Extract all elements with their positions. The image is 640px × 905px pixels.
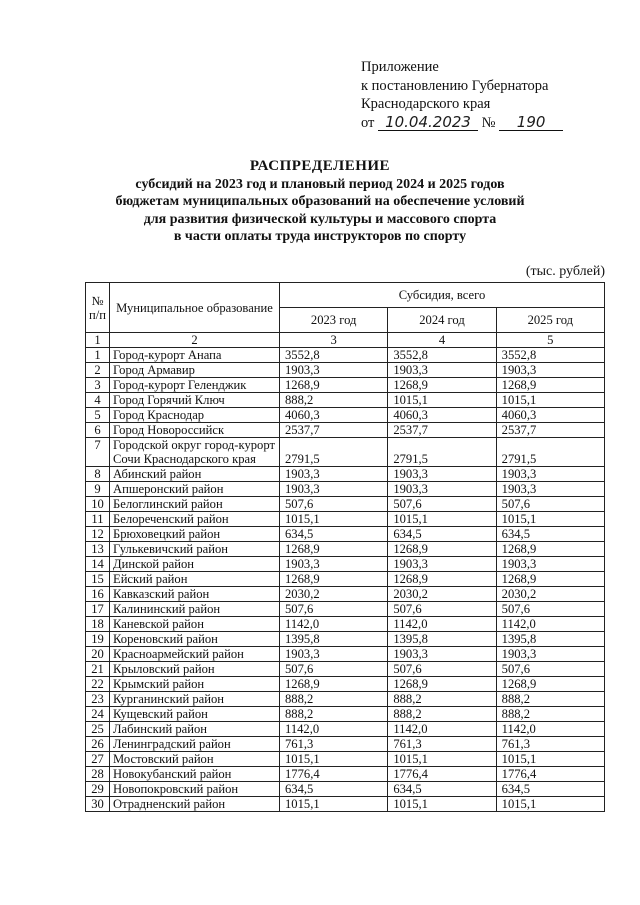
value-2025: 507,6 (496, 497, 604, 512)
municipality-name: Кореновский район (110, 632, 280, 647)
value-2023: 1268,9 (280, 572, 388, 587)
row-number: 17 (86, 602, 110, 617)
row-number: 14 (86, 557, 110, 572)
value-2024: 507,6 (388, 662, 496, 677)
handwritten-number: 190 (499, 114, 563, 131)
table-row (86, 348, 605, 363)
header-2024: 2024 год (388, 308, 496, 333)
appendix-block (361, 58, 563, 132)
value-2023: 3552,8 (280, 348, 388, 363)
municipality-name: Город-курорт Геленджик (110, 378, 280, 393)
header-row-1 (86, 283, 605, 308)
value-2024: 1268,9 (388, 378, 496, 393)
row-number: 10 (86, 497, 110, 512)
value-2024: 1903,3 (388, 482, 496, 497)
header-subsidy: Субсидия, всего (280, 283, 605, 308)
value-2023: 1903,3 (280, 482, 388, 497)
value-2023: 634,5 (280, 782, 388, 797)
value-2024: 507,6 (388, 497, 496, 512)
value-2025: 1015,1 (496, 752, 604, 767)
value-2024: 1268,9 (388, 677, 496, 692)
row-number: 24 (86, 707, 110, 722)
value-2025: 507,6 (496, 662, 604, 677)
value-2025: 1903,3 (496, 482, 604, 497)
row-number: 30 (86, 797, 110, 812)
row-number: 9 (86, 482, 110, 497)
column-index-row (86, 333, 605, 348)
table-row (86, 647, 605, 662)
municipality-name: Белоглинский район (110, 497, 280, 512)
municipality-name: Лабинский район (110, 722, 280, 737)
row-number: 18 (86, 617, 110, 632)
value-2024: 1142,0 (388, 722, 496, 737)
row-number: 25 (86, 722, 110, 737)
value-2023: 1142,0 (280, 722, 388, 737)
value-2023: 1142,0 (280, 617, 388, 632)
value-2024: 634,5 (388, 782, 496, 797)
value-2023: 1903,3 (280, 363, 388, 378)
value-2025: 888,2 (496, 707, 604, 722)
value-2023: 888,2 (280, 692, 388, 707)
value-2023: 4060,3 (280, 408, 388, 423)
title-line-3: для развития физической культуры и массового спорта (143, 211, 497, 227)
value-2025: 634,5 (496, 782, 604, 797)
value-2023: 1776,4 (280, 767, 388, 782)
municipality-name: Отрадненский район (110, 797, 280, 812)
row-number: 4 (86, 393, 110, 408)
row-number: 26 (86, 737, 110, 752)
row-number: 27 (86, 752, 110, 767)
col-index: 3 (280, 333, 388, 348)
value-2023: 1015,1 (280, 797, 388, 812)
row-number: 21 (86, 662, 110, 677)
value-2023: 1395,8 (280, 632, 388, 647)
municipality-name: Калининский район (110, 602, 280, 617)
col-index: 2 (110, 333, 280, 348)
row-number: 16 (86, 587, 110, 602)
value-2025: 1268,9 (496, 572, 604, 587)
value-2024: 1015,1 (388, 797, 496, 812)
col-index: 1 (86, 333, 110, 348)
value-2024: 2030,2 (388, 587, 496, 602)
row-number: 19 (86, 632, 110, 647)
value-2024: 1903,3 (388, 467, 496, 482)
value-2025: 2791,5 (496, 438, 604, 467)
municipality-name: Ейский район (110, 572, 280, 587)
municipality-name: Новокубанский район (110, 767, 280, 782)
municipality-name: Город Новороссийск (110, 423, 280, 438)
row-number: 2 (86, 363, 110, 378)
municipality-name: Кущевский район (110, 707, 280, 722)
subsidy-table (85, 282, 605, 812)
table-row (86, 467, 605, 482)
value-2025: 507,6 (496, 602, 604, 617)
municipality-name: Кавказский район (110, 587, 280, 602)
municipality-name: Красноармейский район (110, 647, 280, 662)
document-title (0, 158, 640, 246)
table-row (86, 737, 605, 752)
municipality-name: Каневской район (110, 617, 280, 632)
appendix-date-line (361, 114, 563, 133)
number-label: № (481, 114, 496, 131)
value-2025: 1015,1 (496, 797, 604, 812)
value-2025: 1268,9 (496, 677, 604, 692)
value-2025: 1142,0 (496, 722, 604, 737)
value-2024: 2791,5 (388, 438, 496, 467)
value-2024: 1015,1 (388, 752, 496, 767)
value-2023: 888,2 (280, 393, 388, 408)
municipality-name: Город Краснодар (110, 408, 280, 423)
value-2024: 1903,3 (388, 363, 496, 378)
value-2023: 1015,1 (280, 512, 388, 527)
value-2025: 1903,3 (496, 557, 604, 572)
appendix-line-1: Приложение (361, 59, 439, 75)
value-2024: 888,2 (388, 707, 496, 722)
municipality-name: Городской округ город-курорт Сочи Краснодарского края (110, 438, 280, 467)
table-row (86, 707, 605, 722)
table-row (86, 602, 605, 617)
table-row (86, 572, 605, 587)
municipality-name: Брюховецкий район (110, 527, 280, 542)
units-label: (тыс. рублей) (525, 264, 605, 279)
table-row (86, 438, 605, 467)
header-municipality: Муниципальное образование (110, 283, 280, 333)
value-2023: 1268,9 (280, 542, 388, 557)
table-row (86, 797, 605, 812)
value-2025: 1903,3 (496, 467, 604, 482)
row-number: 20 (86, 647, 110, 662)
municipality-name: Крыловский район (110, 662, 280, 677)
value-2025: 2537,7 (496, 423, 604, 438)
table-row (86, 393, 605, 408)
header-2025: 2025 год (496, 308, 604, 333)
municipality-name: Мостовский район (110, 752, 280, 767)
table-row (86, 378, 605, 393)
table-body (86, 348, 605, 812)
value-2024: 3552,8 (388, 348, 496, 363)
table-row (86, 482, 605, 497)
row-number: 1 (86, 348, 110, 363)
municipality-name: Крымский район (110, 677, 280, 692)
value-2025: 761,3 (496, 737, 604, 752)
title-line-4: в части оплаты труда инструкторов по спорту (173, 229, 467, 245)
value-2024: 634,5 (388, 527, 496, 542)
handwritten-date: 10.04.2023 (378, 114, 478, 131)
table-row (86, 408, 605, 423)
value-2025: 1142,0 (496, 617, 604, 632)
title-line-2: бюджетам муниципальных образований на обеспечение условий (115, 194, 525, 210)
value-2025: 4060,3 (496, 408, 604, 423)
municipality-name: Белореченский район (110, 512, 280, 527)
value-2024: 2537,7 (388, 423, 496, 438)
municipality-name: Абинский район (110, 467, 280, 482)
value-2024: 1268,9 (388, 542, 496, 557)
title-heading: РАСПРЕДЕЛЕНИЕ (249, 158, 391, 174)
value-2024: 1015,1 (388, 512, 496, 527)
municipality-name: Апшеронский район (110, 482, 280, 497)
col-index: 4 (388, 333, 496, 348)
col-index: 5 (496, 333, 604, 348)
municipality-name: Новопокровский район (110, 782, 280, 797)
row-number: 15 (86, 572, 110, 587)
row-number: 5 (86, 408, 110, 423)
value-2024: 1142,0 (388, 617, 496, 632)
value-2024: 1395,8 (388, 632, 496, 647)
value-2025: 1903,3 (496, 363, 604, 378)
value-2023: 888,2 (280, 707, 388, 722)
municipality-name: Гулькевичский район (110, 542, 280, 557)
value-2023: 1903,3 (280, 557, 388, 572)
value-2025: 1776,4 (496, 767, 604, 782)
table-row (86, 632, 605, 647)
table-row (86, 617, 605, 632)
table-row (86, 497, 605, 512)
table-row (86, 542, 605, 557)
title-line-1: субсидий на 2023 год и плановый период 2024 и 2025 годов (135, 176, 505, 192)
municipality-name: Город Армавир (110, 363, 280, 378)
value-2024: 4060,3 (388, 408, 496, 423)
row-number: 12 (86, 527, 110, 542)
value-2024: 1268,9 (388, 572, 496, 587)
row-number: 8 (86, 467, 110, 482)
municipality-name: Динской район (110, 557, 280, 572)
row-number: 7 (86, 438, 110, 467)
row-number: 29 (86, 782, 110, 797)
table-row (86, 512, 605, 527)
table-row (86, 423, 605, 438)
value-2025: 1903,3 (496, 647, 604, 662)
row-number: 13 (86, 542, 110, 557)
value-2025: 1015,1 (496, 512, 604, 527)
value-2024: 1903,3 (388, 647, 496, 662)
value-2025: 3552,8 (496, 348, 604, 363)
table-row (86, 677, 605, 692)
value-2025: 1268,9 (496, 542, 604, 557)
row-number: 23 (86, 692, 110, 707)
value-2023: 634,5 (280, 527, 388, 542)
row-number: 28 (86, 767, 110, 782)
table-row (86, 363, 605, 378)
value-2023: 761,3 (280, 737, 388, 752)
value-2025: 1015,1 (496, 393, 604, 408)
table-row (86, 782, 605, 797)
row-number: 6 (86, 423, 110, 438)
table-row (86, 752, 605, 767)
value-2023: 1903,3 (280, 647, 388, 662)
table-row (86, 557, 605, 572)
table-row (86, 527, 605, 542)
value-2024: 761,3 (388, 737, 496, 752)
municipality-name: Город-курорт Анапа (110, 348, 280, 363)
row-number: 3 (86, 378, 110, 393)
value-2023: 1268,9 (280, 378, 388, 393)
row-number: 11 (86, 512, 110, 527)
value-2025: 634,5 (496, 527, 604, 542)
value-2023: 1015,1 (280, 752, 388, 767)
value-2024: 1903,3 (388, 557, 496, 572)
table-row (86, 662, 605, 677)
table-row (86, 692, 605, 707)
header-2023: 2023 год (280, 308, 388, 333)
value-2023: 507,6 (280, 602, 388, 617)
table-row (86, 767, 605, 782)
value-2023: 2791,5 (280, 438, 388, 467)
value-2024: 1015,1 (388, 393, 496, 408)
value-2023: 2030,2 (280, 587, 388, 602)
value-2025: 1268,9 (496, 378, 604, 393)
from-label: от (361, 114, 375, 131)
municipality-name: Город Горячий Ключ (110, 393, 280, 408)
value-2023: 1903,3 (280, 467, 388, 482)
appendix-line-2: к постановлению Губернатора (361, 77, 549, 94)
value-2024: 888,2 (388, 692, 496, 707)
row-number: 22 (86, 677, 110, 692)
value-2025: 1395,8 (496, 632, 604, 647)
value-2024: 1776,4 (388, 767, 496, 782)
value-2025: 2030,2 (496, 587, 604, 602)
value-2025: 888,2 (496, 692, 604, 707)
value-2023: 507,6 (280, 662, 388, 677)
header-num: № п/п (86, 283, 110, 333)
value-2024: 507,6 (388, 602, 496, 617)
table-row (86, 587, 605, 602)
value-2023: 507,6 (280, 497, 388, 512)
municipality-name: Ленинградский район (110, 737, 280, 752)
value-2023: 1268,9 (280, 677, 388, 692)
value-2023: 2537,7 (280, 423, 388, 438)
table-row (86, 722, 605, 737)
appendix-line-3: Краснодарского края (361, 96, 491, 112)
municipality-name: Курганинский район (110, 692, 280, 707)
